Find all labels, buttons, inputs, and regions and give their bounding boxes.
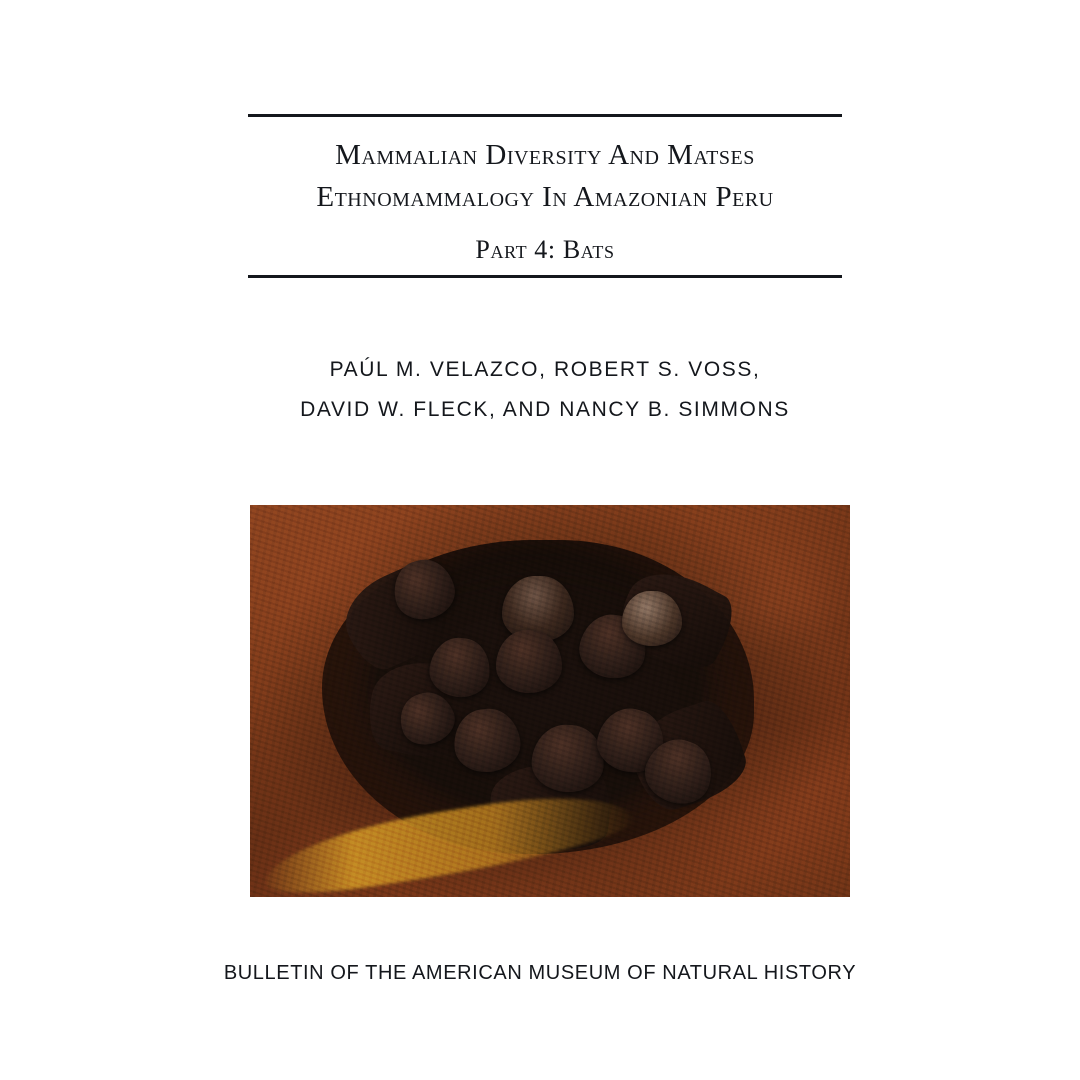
title-line-1: Mammalian Diversity And Matses: [335, 139, 755, 171]
cover-photo-background: [250, 505, 850, 897]
cover-photograph: [250, 505, 850, 897]
title-inner: [248, 117, 842, 275]
publisher-line: BULLETIN OF THE AMERICAN MUSEUM OF NATURAL HISTORY: [223, 962, 857, 984]
author-line-1: PAÚL M. VELAZCO, ROBERT S. VOSS,: [329, 358, 761, 381]
footer: [0, 962, 1080, 985]
title-line-2: Ethnomammalogy In Amazonian Peru: [316, 181, 774, 214]
title-rule-bottom: [248, 275, 842, 278]
title-block: [248, 114, 842, 278]
author-line-2: DAVID W. FLECK, AND NANCY B. SIMMONS: [300, 397, 790, 421]
photo-texture: [250, 505, 850, 897]
author-block: [248, 350, 842, 430]
title-subtitle: Part 4: Bats: [475, 235, 615, 265]
